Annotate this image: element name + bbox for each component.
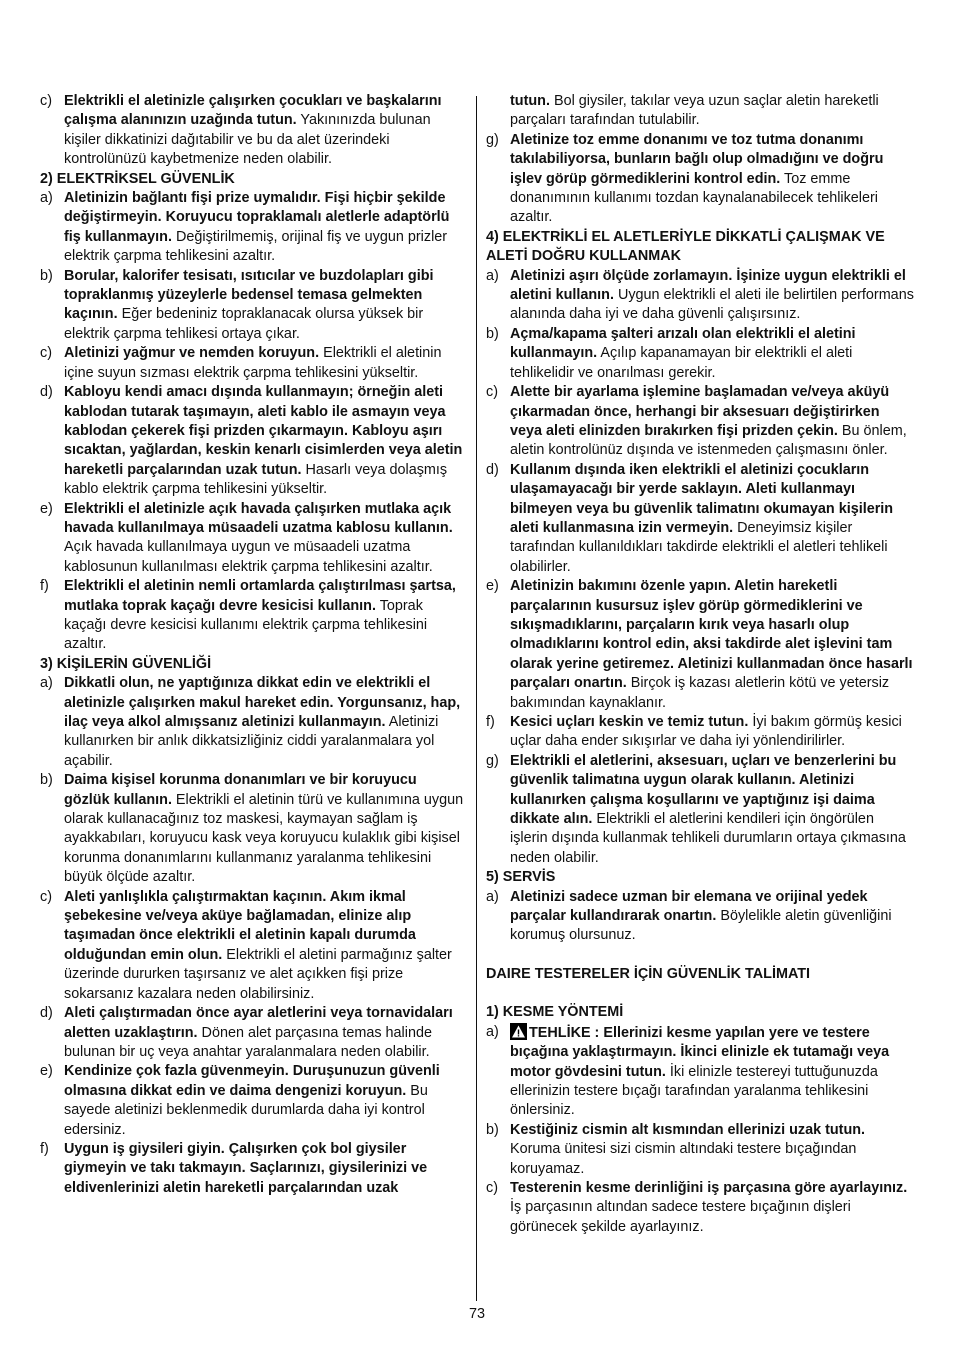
item-text: Açılıp kapanamayan bir elektrikli el aleti tehlikelidir ve onarılması gerekir.	[510, 345, 853, 381]
item-letter: d)	[486, 461, 499, 478]
list-item	[486, 383, 914, 461]
item-text: İki elinizle testereyi tuttuğunuzda ellerinizin testere bıçağı tarafından yaralanma tehlikesini önlersiniz.	[510, 1063, 878, 1119]
item-bold: Aletinizi aşırı ölçüde zorlamayın. İşinize uygun elektrikli el aletini kullanın.	[510, 267, 906, 304]
list-item	[40, 1004, 466, 1062]
item-bold: Elektrikli el aletlerini, aksesuarı, uçları ve benzerlerini bu güvenlik talimatına uygun olarak kullanın. Aletinizi kullanırken çalışma koşullarını ve yaptığınız işi daima dikkate alın.	[510, 752, 897, 828]
item-bold: Testerenin kesme derinliğini iş parçasına göre ayarlayınız.	[510, 1179, 908, 1196]
item-text: Hasarlı veya dolaşmış kablo elektrik çarpma tehlikesini yükseltir.	[64, 461, 448, 498]
item-text: Elektrikli el aletlerini kendileri için öngörülen işlerin dışında kullanmak tehlikeli durumların ortaya çıkmasına neden olabilir.	[510, 811, 906, 866]
list-item	[486, 1179, 914, 1237]
item-text: Değiştirilmemiş, orijinal fiş ve uygun prizler elektrik çarpma tehlikesini azaltır.	[64, 228, 448, 265]
section-heading-personal-safety: 3) KİŞİLERİN GÜVENLİĞİ	[40, 655, 212, 672]
spacer	[486, 946, 914, 965]
list-item	[486, 1023, 914, 1121]
item-text: Toz emme donanımının kullanımı tozdan kaynalanabilecek tehlikeleri azaltır.	[510, 170, 878, 226]
item-letter: b)	[40, 772, 53, 789]
list-item	[486, 888, 914, 946]
item-text: Toprak kaçağı devre kesicisi kullanımı elektrik çarpma tehlikesini azaltır.	[64, 597, 428, 653]
item-text: Dönen alet parçasına temas halinde bulunan bir uç veya anahtar yaralanmalara neden olabilir.	[64, 1024, 432, 1060]
list-item	[486, 577, 914, 713]
item-letter: g)	[486, 752, 499, 769]
item-bold: Aletinizin bağlantı fişi prize uymalıdır. Fişi hiçbir şekilde değiştirmeyin. Koruyucu topraklamalı aletlerle adaptörlü fiş kullanmayın.	[64, 190, 450, 245]
item-letter: c)	[40, 888, 52, 905]
list-item	[486, 752, 914, 868]
item-bold: Kabloyu kendi amacı dışında kullanmayın; örneğin aleti kablodan tutarak taşımayın, aleti kablo ile asmayın veya kablodan çekerek fişi prizden çıkarmayın. Kabloyu aşırı sıcaktan, yağlardan, keskin kenarlı cisimlerden veya aletin hareketli parçalarından uzak tutun.	[64, 384, 463, 478]
list-item	[40, 344, 466, 383]
item-text: Elektrikli el aletinin içine suyun sızması elektrik çarpma tehlikesini yükseltir.	[64, 345, 442, 381]
item-text: Böylelikle aletin güvenliğini korumuş olursunuz.	[510, 908, 892, 944]
item-bold: Daima kişisel korunma donanımları ve bir koruyucu gözlük kullanın.	[64, 772, 417, 808]
item-bold: Aletinizi yağmur ve nemden koruyun.	[64, 345, 320, 362]
item-letter: c)	[40, 345, 52, 362]
item-bold: Aletinizi sadece uzman bir elemana ve orijinal yedek parçalar kullandırarak onartın.	[510, 888, 868, 925]
item-letter: c)	[486, 1179, 498, 1196]
item-letter: a)	[40, 190, 53, 207]
item-bold: Uygun iş giysileri giyin. Çalışırken çok bol giysiler giymeyin ve takı takmayın. Saçlarınızı, giysilerinizi ve eldivenlerinizi aletin hareketli parçalarından uzak	[64, 1140, 428, 1196]
item-letter: f)	[486, 714, 495, 730]
item-text: Eğer bedeniniz topraklanacak olursa yüksek bir elektrik çarpma tehlikesi ortaya çıkar.	[64, 306, 424, 342]
item-letter: a)	[40, 675, 53, 692]
page-number: 73	[468, 1306, 485, 1322]
list-item	[40, 577, 466, 655]
item-bold: Kendinize çok fazla güvenmeyin. Duruşunuzun güvenli olmasına dikkat edin ve daima dengenizi koruyun.	[64, 1063, 440, 1099]
item-text: Deneyimsiz kişiler tarafından kullanıldıkları takdirde elektrikli el aletleri tehlikeli olabilirler.	[510, 519, 888, 575]
list-item	[40, 189, 466, 267]
list-item	[40, 267, 466, 345]
warning-icon	[510, 1023, 527, 1040]
item-bold: Aletinize toz emme donanımı ve toz tutma donanımı takılabiliyorsa, bunların bağlı olup olmadığını ve doğru işlev görüp görmediklerini kontrol edin.	[510, 131, 884, 187]
section-heading-circular-saw: DAIRE TESTERELER İÇİN GÜVENLİK TALİMATI	[486, 965, 811, 982]
item-text: Elektrikli el aletinin türü ve kullanımına uygun olarak kullanacağınız toz maskesi, kaymayan sağlam iş ayakkabıları, koruyucu kask veya koruyucu kulaklık gibi kişisel korunma donanımlarını kullanmanız yaralanma tehlikesini büyük ölçüde azaltır.	[64, 791, 464, 886]
item-text: İş parçasının altından sadece testere bıçağının dişleri görünecek şekilde ayarlayınız.	[510, 1199, 851, 1235]
item-letter: c)	[40, 93, 52, 109]
list-item	[486, 713, 914, 752]
list-item	[40, 1140, 466, 1198]
left-column	[40, 92, 466, 1198]
section-heading-tool-use: 4) ELEKTRİKLİ EL ALETLERİYLE DİKKATLİ ÇALIŞMAK VE ALETİ DOĞRU KULLANMAK	[486, 228, 885, 265]
item-letter: b)	[486, 325, 499, 342]
list-item	[40, 383, 466, 499]
item-bold: Aleti yanlışlıkla çalıştırmaktan kaçının. Akım ikmal şebekesine ve/veya aküye bağlamadan, elinize alıp taşımadan önce elektrikli el aletinin kapalı durumda olduğundan emin olun.	[64, 888, 416, 963]
list-item	[40, 674, 466, 771]
list-item	[40, 92, 466, 170]
column-divider	[476, 96, 477, 1301]
section-heading-cutting: 1) KESME YÖNTEMİ	[486, 1004, 624, 1021]
item-bold: Elektrikli el aletinizle çalışırken çocukları ve başkalarını çalışma alanınızın uzağında tutun.	[64, 93, 442, 129]
item-text: Birçok iş kazası aletlerin kötü ve yetersiz bakımından kaynaklanır.	[510, 675, 890, 711]
list-item	[40, 1062, 466, 1140]
item-letter: a)	[486, 1023, 499, 1040]
list-item	[40, 888, 466, 1004]
item-letter: g)	[486, 131, 499, 148]
item-text: İyi bakım görmüş kesici uçlar daha ender sıkışırlar ve daha iyi yönlendirilirler.	[510, 714, 902, 750]
item-bold: Kesici uçları keskin ve temiz tutun.	[510, 714, 749, 730]
item-letter: e)	[486, 578, 499, 595]
item-bold: Elektrikli el aletinizle açık havada çalışırken mutlaka açık havada kullanılmaya müsaadeli uzatma kablosu kullanın.	[64, 500, 453, 536]
item-text: Koruma ünitesi sizi cismin altındaki testere bıçağından koruyamaz.	[510, 1141, 857, 1177]
item-letter: a)	[486, 267, 499, 284]
item-letter: a)	[486, 888, 499, 905]
item-letter: d)	[40, 1005, 53, 1022]
item-text: Yakınınızda bulunan kişiler dikkatinizi dağıtabilir ve bu da alet üzerindeki kontrolünüzü kaybetmenize neden olabilir.	[64, 112, 431, 168]
item-bold: Kullanım dışında iken elektrikli el aletinizi çocukların ulaşamayacağı bir yerde saklayın. Aleti kullanmayı bilmeyen veya bu güvenlik talimatını okumayan kişilerin aleti kullanmasına izin vermeyin.	[510, 461, 894, 536]
item-text: Aletinizi kullanırken bir anlık dikkatsizliğiniz ciddi yaralanmalara yol açabilir.	[64, 714, 439, 769]
item-letter: b)	[486, 1121, 499, 1138]
right-column	[486, 92, 914, 1237]
item-letter: e)	[40, 500, 53, 517]
list-item	[486, 1121, 914, 1179]
item-text: Bu önlem, aletin kontrolünüz dışında ve istenmeden çalışmasını önler.	[510, 422, 907, 459]
list-item	[40, 500, 466, 578]
list-item-continued	[486, 92, 914, 131]
list-item	[486, 325, 914, 383]
section-heading-electrical: 2) ELEKTRİKSEL GÜVENLİK	[40, 170, 235, 187]
item-bold: Borular, kalorifer tesisatı, ısıtıcılar ve buzdolapları gibi topraklanmış yüzeylerle bedensel temasa gelmekten kaçının.	[64, 267, 434, 323]
list-item	[486, 461, 914, 577]
item-bold: Dikkatli olun, ne yaptığınıza dikkat edin ve elektrikli el aletinizle çalışırken makul hareket edin. Yorgunsanız, hap, ilaç veya alkol almışsanız aletinizi kullanmayın.	[64, 675, 461, 730]
item-text: Açık havada kullanılmaya uygun ve müsaadeli uzatma kablosunun kullanılması elektrik çarpma tehlikesini azaltır.	[64, 539, 433, 575]
item-bold: Alette bir ayarlama işlemine başlamadan ve/veya aküyü çıkarmadan önce, herhangi bir aksesuarı değiştirirken veya aleti elinizden bırakırken fişi prizden çekin.	[510, 384, 890, 439]
item-bold: Aletinizin bakımını özenle yapın. Aletin hareketli parçalarının kusursuz işlev görüp görmediklerini ve sıkışmadıklarını, parçaların kırık veya hasarlı olup olmadıklarını kontrol edin, aksi takdirde alet işlevini tam olarak yerine getiremez. Aletinizi kullanmadan önce hasarlı parçaları onartın.	[510, 578, 913, 692]
item-letter: f)	[40, 578, 49, 595]
item-bold: TEHLİKE : Ellerinizi kesme yapılan yere ve testere bıçağına yaklaştırmayın. İkinci elinizle ek tutamağı veya motor gövdesini tutun.	[510, 1024, 890, 1080]
item-bold: Elektrikli el aletinin nemli ortamlarda çalıştırılması şartsa, mutlaka toprak kaçağı devre kesicisi kullanın.	[64, 578, 456, 614]
item-letter: b)	[40, 267, 53, 284]
item-text: Bol giysiler, takılar veya uzun saçlar aletin hareketli parçaları tarafından tutulabilir.	[510, 93, 879, 129]
spacer	[486, 984, 914, 1003]
item-text: Uygun elektrikli el aleti ile belirtilen performans alanında daha iyi ve daha güvenli çalışırsınız.	[510, 287, 914, 323]
item-bold: Kestiğiniz cismin alt kısmından ellerinizi uzak tutun.	[510, 1121, 866, 1138]
item-letter: f)	[40, 1140, 49, 1157]
item-bold: tutun.	[510, 93, 550, 109]
list-item	[40, 771, 466, 887]
item-letter: c)	[486, 384, 498, 401]
list-item	[486, 267, 914, 325]
item-bold: Aleti çalıştırmadan önce ayar aletlerini veya tornavidaları aletten uzaklaştırın.	[64, 1005, 453, 1041]
list-item	[486, 131, 914, 228]
item-letter: d)	[40, 384, 53, 401]
item-text: Bu sayede aletinizi beklenmedik durumlarda daha iyi kontrol edersiniz.	[64, 1082, 428, 1138]
section-heading-service: 5) SERVİS	[486, 869, 556, 886]
item-letter: e)	[40, 1063, 53, 1080]
item-bold: Açma/kapama şalteri arızalı olan elektrikli el aletini kullanmayın.	[510, 325, 856, 362]
item-text: Elektrikli el aletini parmağınız şalter üzerinde dururken taşırsanız ve alet açıkken fişi prize sokarsanız kazalara neden olabilirsiniz.	[64, 946, 452, 1002]
